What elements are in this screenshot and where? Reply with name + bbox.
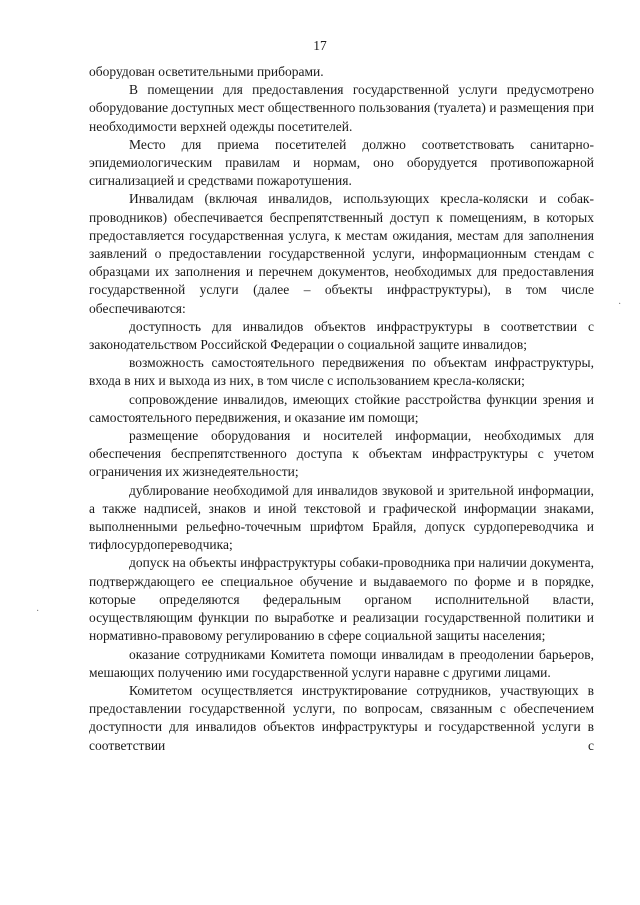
paragraph-disabled-access: Инвалидам (включая инвалидов, использующих кресла-коляски и собак-проводников) обеспечивается беспрепятственный доступ к помещениям, в которых предоставляется государственная услуга, к местам ожидания, местам для заполнения заявлений о предоставлении государственной услуги, информационным стендам с образцами их заполнения и перечнем документов, необходимых для предоставления государственной услуги (далее – объекты инфраструктуры), в том числе обеспечиваются: — [89, 191, 594, 316]
document-body — [89, 63, 594, 755]
list-item-equipment: размещение оборудования и носителей информации, необходимых для обеспечения беспрепятственного доступа к объектам инфраструктуры с учетом ограничения их жизнедеятельности; — [89, 428, 594, 480]
paragraph-staff-instruction: Комитетом осуществляется инструктирование сотрудников, участвующих в предоставлении государственной услуги, по вопросам, связанным с обеспечением доступности для инвалидов объектов инфраструктуры и государственной услуги в соответствии с — [89, 682, 594, 753]
list-item-guide-dog: допуск на объекты инфраструктуры собаки-проводника при наличии документа, подтверждающего ее специальное обучение и выдаваемого по форме и в порядке, которые определяются федеральным органом исполнительной власти, осуществляющим функции по выработке и реализации государственной политики и нормативно-правовому регулированию в сфере социальной защиты населения; — [89, 555, 594, 644]
list-item-accompaniment: сопровождение инвалидов, имеющих стойкие расстройства функции зрения и самостоятельного передвижения, и оказание им помощи; — [89, 391, 594, 425]
list-item-accessibility: доступность для инвалидов объектов инфраструктуры в соответствии с законодательством Российской Федерации о социальной защите инвалидов; — [89, 318, 594, 353]
scan-artifact-mark: · — [36, 606, 40, 617]
paragraph-public-facilities: В помещении для предоставления государственной услуги предусмотрено оборудование доступных мест общественного пользования (туалета) и размещения при необходимости верхней одежды посетителей. — [89, 82, 594, 134]
page-number: 17 — [313, 38, 327, 53]
list-item-staff-assistance: оказание сотрудниками Комитета помощи инвалидам в преодолении барьеров, мешающих получению ими государственной услуги наравне с другими лицами. — [89, 646, 594, 680]
list-item-movement: возможность самостоятельного передвижения по объектам инфраструктуры, входа в них и выхода из них, в том числе с использованием кресла-коляски; — [89, 355, 594, 389]
scan-artifact-mark: · — [618, 299, 622, 310]
paragraph-continuation: оборудован осветительными приборами. — [89, 64, 324, 79]
paragraph-reception-place: Место для приема посетителей должно соответствовать санитарно-эпидемиологическим правилам и нормам, оно оборудуется противопожарной сигнализацией и средствами пожаротушения. — [89, 136, 594, 189]
list-item-duplication: дублирование необходимой для инвалидов звуковой и зрительной информации, а также надписей, знаков и иной текстовой и графической информации знаками, выполненными рельефно-точечным шрифтом Брайля, допуск сурдопереводчика и тифлосурдопереводчика; — [89, 482, 594, 553]
